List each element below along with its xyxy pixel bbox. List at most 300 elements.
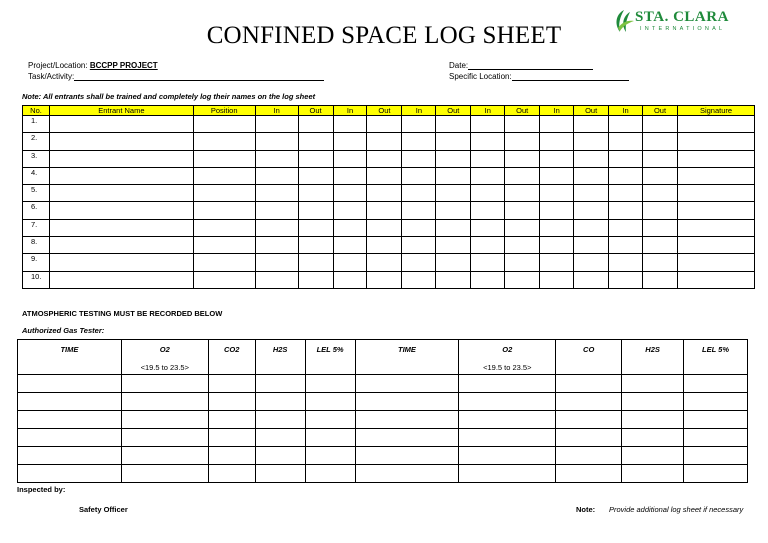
gas-reading-cell[interactable]	[622, 447, 684, 465]
gas-reading-cell[interactable]	[355, 411, 459, 429]
log-entry-cell[interactable]	[298, 237, 333, 254]
entrant-log-table	[22, 105, 755, 289]
row-number: 4.	[23, 167, 50, 184]
gas-reading-cell[interactable]	[208, 465, 255, 483]
log-entry-cell[interactable]	[255, 202, 298, 219]
log-entry-cell[interactable]	[255, 167, 298, 184]
gas-reading-cell[interactable]	[556, 411, 622, 429]
gas-reading-cell[interactable]	[121, 375, 208, 393]
gas-reading-cell[interactable]	[459, 447, 556, 465]
gas-reading-cell[interactable]	[18, 429, 122, 447]
log-entry-cell[interactable]	[298, 254, 333, 271]
log-entry-cell[interactable]	[643, 116, 678, 133]
log-entry-cell[interactable]	[298, 219, 333, 236]
log-header-cell: Out	[574, 106, 609, 116]
log-entry-cell[interactable]	[49, 219, 193, 236]
log-entry-cell[interactable]	[402, 202, 436, 219]
gas-reading-cell[interactable]	[121, 447, 208, 465]
row-number: 2.	[23, 133, 50, 150]
gas-reading-cell[interactable]	[255, 447, 305, 465]
gas-reading-cell[interactable]	[684, 429, 748, 447]
log-entry-cell[interactable]	[255, 237, 298, 254]
gas-header-label: CO	[583, 345, 595, 354]
gas-header-cell	[305, 340, 355, 375]
log-entry-cell[interactable]	[471, 167, 505, 184]
log-header-cell: Out	[298, 106, 333, 116]
log-entry-cell[interactable]	[471, 202, 505, 219]
log-entry-cell[interactable]	[367, 133, 402, 150]
row-number: 1.	[23, 116, 50, 133]
gas-header-cell	[355, 340, 459, 375]
log-entry-cell[interactable]	[540, 116, 574, 133]
log-header-cell: Out	[505, 106, 540, 116]
gas-reading-cell[interactable]	[208, 447, 255, 465]
log-entry-cell[interactable]	[333, 167, 367, 184]
gas-header-cell	[459, 340, 556, 375]
gas-reading-cell[interactable]	[18, 375, 122, 393]
log-entry-cell[interactable]	[677, 271, 754, 288]
log-header-cell: In	[255, 106, 298, 116]
gas-reading-cell[interactable]	[459, 411, 556, 429]
log-entry-cell[interactable]	[505, 202, 540, 219]
log-entry-cell[interactable]	[677, 150, 754, 167]
gas-reading-cell[interactable]	[684, 411, 748, 429]
log-entry-cell[interactable]	[677, 133, 754, 150]
row-number: 8.	[23, 237, 50, 254]
specific-location-field	[449, 72, 629, 81]
log-entry-cell[interactable]	[643, 133, 678, 150]
log-entry-cell[interactable]	[193, 150, 255, 167]
log-entry-cell[interactable]	[193, 185, 255, 202]
gas-reading-cell[interactable]	[121, 465, 208, 483]
log-entry-cell[interactable]	[540, 185, 574, 202]
gas-reading-cell[interactable]	[459, 465, 556, 483]
log-header-cell: Out	[367, 106, 402, 116]
log-entry-cell[interactable]	[193, 167, 255, 184]
log-entry-cell[interactable]	[255, 116, 298, 133]
log-entry-cell[interactable]	[367, 254, 402, 271]
gas-tester-label: Authorized Gas Tester:	[22, 326, 105, 335]
leaf-logo-icon	[612, 8, 636, 34]
log-entry-cell[interactable]	[471, 185, 505, 202]
log-entry-cell[interactable]	[643, 150, 678, 167]
log-entry-cell[interactable]	[505, 219, 540, 236]
inspected-by-label: Inspected by:	[17, 485, 66, 494]
specific-location-input-line[interactable]	[512, 72, 629, 81]
log-entry-cell[interactable]	[436, 167, 471, 184]
date-input-line[interactable]	[468, 61, 593, 70]
log-entry-cell[interactable]	[609, 237, 643, 254]
log-entry-cell[interactable]	[193, 237, 255, 254]
log-entry-cell[interactable]	[677, 202, 754, 219]
gas-reading-cell[interactable]	[18, 393, 122, 411]
log-entry-cell[interactable]	[574, 133, 609, 150]
log-entry-cell[interactable]	[540, 219, 574, 236]
gas-reading-cell[interactable]	[556, 393, 622, 411]
log-entry-cell[interactable]	[574, 116, 609, 133]
log-entry-cell[interactable]	[298, 150, 333, 167]
log-entry-cell[interactable]	[402, 219, 436, 236]
company-logo	[612, 8, 742, 38]
log-entry-cell[interactable]	[367, 219, 402, 236]
log-entry-cell[interactable]	[367, 167, 402, 184]
gas-reading-cell[interactable]	[305, 375, 355, 393]
project-value: BCCPP PROJECT	[89, 61, 158, 70]
log-entry-cell[interactable]	[540, 150, 574, 167]
gas-reading-cell[interactable]	[622, 375, 684, 393]
log-entry-cell[interactable]	[677, 185, 754, 202]
log-entry-cell[interactable]	[471, 219, 505, 236]
log-entry-cell[interactable]	[333, 254, 367, 271]
atmospheric-heading: ATMOSPHERIC TESTING MUST BE RECORDED BELOW	[22, 309, 223, 318]
gas-reading-cell[interactable]	[255, 411, 305, 429]
log-entry-cell[interactable]	[471, 237, 505, 254]
gas-reading-cell[interactable]	[684, 375, 748, 393]
project-field	[28, 61, 158, 70]
log-entry-cell[interactable]	[505, 150, 540, 167]
log-entry-cell[interactable]	[298, 271, 333, 288]
log-entry-cell[interactable]	[609, 167, 643, 184]
gas-reading-cell[interactable]	[18, 447, 122, 465]
gas-header-label: H2S	[645, 345, 660, 354]
log-entry-cell[interactable]	[255, 254, 298, 271]
gas-reading-cell[interactable]	[355, 393, 459, 411]
gas-header-row	[18, 340, 748, 375]
log-entry-cell[interactable]	[333, 219, 367, 236]
gas-reading-cell[interactable]	[121, 429, 208, 447]
log-entry-cell[interactable]	[643, 219, 678, 236]
log-entry-cell[interactable]	[609, 271, 643, 288]
gas-reading-cell[interactable]	[18, 465, 122, 483]
log-entry-cell[interactable]	[471, 271, 505, 288]
log-header-cell: Out	[436, 106, 471, 116]
table-row	[18, 393, 748, 411]
log-entry-cell[interactable]	[540, 133, 574, 150]
gas-reading-cell[interactable]	[556, 429, 622, 447]
task-field	[28, 72, 324, 81]
log-entry-cell[interactable]	[49, 167, 193, 184]
gas-reading-cell[interactable]	[208, 411, 255, 429]
log-entry-cell[interactable]	[609, 133, 643, 150]
row-number: 3.	[23, 150, 50, 167]
gas-reading-cell[interactable]	[459, 393, 556, 411]
specific-location-label: Specific Location:	[449, 72, 512, 81]
entrants-note: Note: All entrants shall be trained and completely log their names on the log sheet	[22, 92, 316, 101]
project-label: Project/Location:	[28, 61, 88, 70]
log-entry-cell[interactable]	[49, 133, 193, 150]
log-entry-cell[interactable]	[436, 116, 471, 133]
table-row	[23, 219, 755, 236]
log-entry-cell[interactable]	[574, 185, 609, 202]
log-entry-cell[interactable]	[505, 133, 540, 150]
o2-range-label: <19.5 to 23.5>	[483, 363, 532, 372]
log-entry-cell[interactable]	[540, 271, 574, 288]
log-entry-cell[interactable]	[367, 116, 402, 133]
log-header-cell: Position	[193, 106, 255, 116]
table-row	[18, 411, 748, 429]
gas-header-cell	[208, 340, 255, 375]
log-entry-cell[interactable]	[298, 133, 333, 150]
gas-header-label: LEL 5%	[702, 345, 729, 354]
log-entry-cell[interactable]	[49, 271, 193, 288]
gas-header-label: O2	[159, 345, 170, 354]
row-number: 5.	[23, 185, 50, 202]
log-entry-cell[interactable]	[677, 237, 754, 254]
logo-subtext: INTERNATIONAL	[640, 26, 726, 32]
log-entry-cell[interactable]	[643, 202, 678, 219]
table-row	[23, 271, 755, 288]
gas-reading-cell[interactable]	[556, 375, 622, 393]
table-row	[23, 254, 755, 271]
log-entry-cell[interactable]	[436, 202, 471, 219]
log-entry-cell[interactable]	[49, 237, 193, 254]
log-entry-cell[interactable]	[505, 116, 540, 133]
log-entry-cell[interactable]	[255, 133, 298, 150]
log-entry-cell[interactable]	[471, 133, 505, 150]
log-entry-cell[interactable]	[49, 116, 193, 133]
gas-reading-cell[interactable]	[208, 375, 255, 393]
log-entry-cell[interactable]	[49, 254, 193, 271]
log-entry-cell[interactable]	[333, 237, 367, 254]
gas-reading-cell[interactable]	[208, 393, 255, 411]
gas-reading-cell[interactable]	[305, 447, 355, 465]
log-entry-cell[interactable]	[609, 185, 643, 202]
log-entry-cell[interactable]	[402, 167, 436, 184]
log-entry-cell[interactable]	[574, 271, 609, 288]
log-header-cell: Signature	[677, 106, 754, 116]
log-header-cell: In	[540, 106, 574, 116]
log-entry-cell[interactable]	[609, 254, 643, 271]
log-entry-cell[interactable]	[471, 116, 505, 133]
log-entry-cell[interactable]	[505, 254, 540, 271]
gas-reading-cell[interactable]	[255, 465, 305, 483]
log-entry-cell[interactable]	[643, 271, 678, 288]
log-entry-cell[interactable]	[193, 116, 255, 133]
log-header-cell: In	[609, 106, 643, 116]
log-header-cell: In	[471, 106, 505, 116]
page-title: CONFINED SPACE LOG SHEET	[206, 22, 562, 49]
log-entry-cell[interactable]	[367, 237, 402, 254]
log-entry-cell[interactable]	[255, 271, 298, 288]
footer-note-text: Provide additional log sheet if necessary	[609, 505, 744, 514]
log-header-cell: No.	[23, 106, 50, 116]
log-entry-cell[interactable]	[436, 219, 471, 236]
log-entry-cell[interactable]	[193, 202, 255, 219]
log-entry-cell[interactable]	[367, 150, 402, 167]
gas-reading-cell[interactable]	[459, 429, 556, 447]
o2-range-label: <19.5 to 23.5>	[140, 363, 189, 372]
log-entry-cell[interactable]	[402, 150, 436, 167]
log-entry-cell[interactable]	[436, 271, 471, 288]
log-entry-cell[interactable]	[677, 254, 754, 271]
log-entry-cell[interactable]	[471, 150, 505, 167]
gas-header-label: LEL 5%	[316, 345, 344, 354]
table-row	[23, 237, 755, 254]
log-header-row	[23, 106, 755, 116]
log-entry-cell[interactable]	[609, 116, 643, 133]
log-entry-cell[interactable]	[540, 202, 574, 219]
gas-reading-cell[interactable]	[121, 393, 208, 411]
log-entry-cell[interactable]	[333, 271, 367, 288]
log-entry-cell[interactable]	[333, 133, 367, 150]
log-entry-cell[interactable]	[505, 271, 540, 288]
log-entry-cell[interactable]	[367, 202, 402, 219]
log-entry-cell[interactable]	[436, 254, 471, 271]
log-entry-cell[interactable]	[298, 116, 333, 133]
log-entry-cell[interactable]	[609, 202, 643, 219]
logo-text: STA. CLARA	[635, 9, 729, 25]
task-input-line[interactable]	[74, 72, 324, 81]
log-entry-cell[interactable]	[471, 254, 505, 271]
gas-reading-cell[interactable]	[556, 465, 622, 483]
gas-reading-cell[interactable]	[208, 429, 255, 447]
log-entry-cell[interactable]	[255, 219, 298, 236]
log-entry-cell[interactable]	[574, 219, 609, 236]
gas-header-label: TIME	[397, 345, 416, 354]
log-entry-cell[interactable]	[402, 133, 436, 150]
log-entry-cell[interactable]	[677, 116, 754, 133]
gas-reading-cell[interactable]	[305, 465, 355, 483]
log-entry-cell[interactable]	[298, 167, 333, 184]
log-entry-cell[interactable]	[255, 185, 298, 202]
log-entry-cell[interactable]	[49, 150, 193, 167]
row-number: 10.	[23, 271, 50, 288]
table-row	[23, 116, 755, 133]
gas-header-cell	[255, 340, 305, 375]
log-entry-cell[interactable]	[540, 254, 574, 271]
gas-header-label: TIME	[60, 345, 79, 354]
log-entry-cell[interactable]	[643, 167, 678, 184]
table-row	[18, 465, 748, 483]
gas-reading-cell[interactable]	[622, 429, 684, 447]
gas-reading-cell[interactable]	[255, 429, 305, 447]
log-header-cell: Out	[643, 106, 678, 116]
log-entry-cell[interactable]	[367, 185, 402, 202]
date-label: Date:	[449, 61, 469, 70]
log-entry-cell[interactable]	[49, 185, 193, 202]
log-entry-cell[interactable]	[193, 219, 255, 236]
table-row	[23, 150, 755, 167]
log-entry-cell[interactable]	[333, 116, 367, 133]
table-row	[23, 202, 755, 219]
row-number: 7.	[23, 219, 50, 236]
log-header-cell: In	[333, 106, 367, 116]
log-entry-cell[interactable]	[574, 202, 609, 219]
gas-header-cell	[684, 340, 748, 375]
log-entry-cell[interactable]	[643, 185, 678, 202]
gas-testing-table	[17, 339, 748, 483]
gas-header-cell	[121, 340, 208, 375]
table-row	[18, 375, 748, 393]
log-header-cell: In	[402, 106, 436, 116]
log-entry-cell[interactable]	[677, 219, 754, 236]
gas-reading-cell[interactable]	[459, 375, 556, 393]
gas-reading-cell[interactable]	[255, 375, 305, 393]
log-entry-cell[interactable]	[402, 237, 436, 254]
log-entry-cell[interactable]	[333, 202, 367, 219]
gas-reading-cell[interactable]	[556, 447, 622, 465]
safety-officer-label: Safety Officer	[79, 505, 128, 514]
gas-header-cell	[622, 340, 684, 375]
date-field	[449, 61, 593, 70]
log-entry-cell[interactable]	[333, 185, 367, 202]
gas-header-label: O2	[502, 345, 513, 354]
gas-reading-cell[interactable]	[684, 465, 748, 483]
log-entry-cell[interactable]	[505, 237, 540, 254]
log-entry-cell[interactable]	[574, 254, 609, 271]
log-entry-cell[interactable]	[505, 167, 540, 184]
log-entry-cell[interactable]	[402, 185, 436, 202]
footer-note-label: Note:	[576, 505, 596, 514]
table-row	[18, 429, 748, 447]
gas-reading-cell[interactable]	[121, 411, 208, 429]
log-entry-cell[interactable]	[298, 202, 333, 219]
log-entry-cell[interactable]	[436, 185, 471, 202]
log-entry-cell[interactable]	[574, 237, 609, 254]
gas-reading-cell[interactable]	[355, 429, 459, 447]
log-entry-cell[interactable]	[333, 150, 367, 167]
log-entry-cell[interactable]	[540, 167, 574, 184]
row-number: 6.	[23, 202, 50, 219]
log-entry-cell[interactable]	[367, 271, 402, 288]
gas-reading-cell[interactable]	[622, 465, 684, 483]
log-entry-cell[interactable]	[505, 185, 540, 202]
task-label: Task/Activity:	[28, 72, 75, 81]
log-entry-cell[interactable]	[436, 237, 471, 254]
log-entry-cell[interactable]	[643, 254, 678, 271]
gas-header-label: CO2	[223, 345, 240, 354]
log-entry-cell[interactable]	[643, 237, 678, 254]
log-entry-cell[interactable]	[402, 254, 436, 271]
log-entry-cell[interactable]	[574, 150, 609, 167]
gas-reading-cell[interactable]	[684, 447, 748, 465]
gas-reading-cell[interactable]	[305, 393, 355, 411]
log-entry-cell[interactable]	[574, 167, 609, 184]
gas-reading-cell[interactable]	[305, 429, 355, 447]
log-entry-cell[interactable]	[436, 150, 471, 167]
gas-reading-cell[interactable]	[255, 393, 305, 411]
table-row	[18, 447, 748, 465]
gas-header-cell	[18, 340, 122, 375]
log-entry-cell[interactable]	[609, 219, 643, 236]
gas-reading-cell[interactable]	[355, 375, 459, 393]
log-entry-cell[interactable]	[193, 271, 255, 288]
log-entry-cell[interactable]	[436, 133, 471, 150]
gas-reading-cell[interactable]	[622, 393, 684, 411]
log-entry-cell[interactable]	[402, 271, 436, 288]
log-entry-cell[interactable]	[540, 237, 574, 254]
log-entry-cell[interactable]	[193, 133, 255, 150]
gas-reading-cell[interactable]	[622, 411, 684, 429]
gas-reading-cell[interactable]	[355, 447, 459, 465]
gas-header-label: H2S	[272, 345, 288, 354]
row-number: 9.	[23, 254, 50, 271]
log-entry-cell[interactable]	[402, 116, 436, 133]
log-entry-cell[interactable]	[298, 185, 333, 202]
log-entry-cell[interactable]	[49, 202, 193, 219]
table-row	[23, 133, 755, 150]
gas-reading-cell[interactable]	[305, 411, 355, 429]
log-header-cell: Entrant Name	[49, 106, 193, 116]
table-row	[23, 167, 755, 184]
log-entry-cell[interactable]	[677, 167, 754, 184]
log-entry-cell[interactable]	[255, 150, 298, 167]
log-entry-cell[interactable]	[609, 150, 643, 167]
gas-reading-cell[interactable]	[18, 411, 122, 429]
gas-reading-cell[interactable]	[355, 465, 459, 483]
gas-reading-cell[interactable]	[684, 393, 748, 411]
log-entry-cell[interactable]	[193, 254, 255, 271]
